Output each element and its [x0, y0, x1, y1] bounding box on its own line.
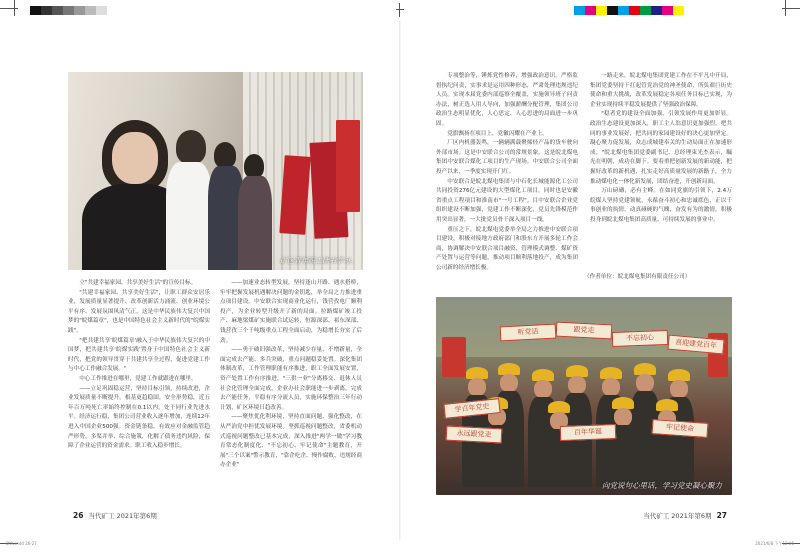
body-paragraph: 专项整治等，锤炼党性修养，增强政治意识。严格监督执纪问责，实事求是运用四种形态，严肃处理违规违纪人员。实现本届党委内部巡察全覆盖，实施领导班子问责办法，树正选人用人导向，加强薪酬分配管理，集团公司政治生态明显优化，人心思定、人心思进的局面进一步巩固。 [436, 73, 578, 127]
body-paragraph: "稳者党的建设全面加强，引领发展作用更加彰显。政治生态建设更加深入，职工主人翁意识更加强烈，把共同的事业发展好，把共同的家园建设好的决心更加坚定。凝心聚力促发展，众志成城建奉关的生动局面正在加速形成。"皖北煤电集团党委副书记、总经理束光杰表示，瞩光在明朝，成功在脚下。要着重把创新发展的新动能，把握好改革的新机遇，扎实走好高质量发展的新路子，全力推动煤电化一体化新发展，团结奋进，开创新局面。 [590, 111, 732, 185]
body-paragraph: 中安联合是皖北煤电集团与中石化长城能源化工公司共同投资276亿元建设的大型煤化工项目，同时也是安徽省重点工程项目和淮南市"一号工程"。目中安联合企业党组织建设不断加强，党建工作不断深化，党员先锋模范作用突出显著，一大批党员骨干深入项目一线。 [436, 178, 578, 223]
body-paragraph: 一路走来，皖北煤电集团党建工作在不平凡中开局，集团党委坚持干扛起管党治党的神圣使命，所负艰巨历史使命和重大挑战，改革发展稳定各项任务目标已实现，为企业实现持续平稳发展提供了坚强政治保障。 [590, 73, 732, 108]
body-paragraph: "共建幸福家园、共享美好生活"，让职工群众安居乐业，发展质量显著提升、改革创新活力涌流、创业环境公平有序、发展氛围风清气正。这是中华民族伟大复兴中国梦的"皖煤篇章"，也是中国特色社会主义新时代的"皖煤实践"。 [68, 289, 210, 334]
slogan-sign: 听党话 [500, 324, 557, 342]
author-affiliation: （作者单位：皖北煤电集团有限责任公司） [584, 274, 691, 280]
miner-face [636, 374, 654, 392]
man-body [166, 162, 212, 270]
slogan-sign: 喜迎建党百年 [667, 335, 724, 355]
print-slug: 2021/6/8 下午12:06 [755, 541, 794, 546]
color-swatch [596, 6, 607, 15]
red-book [336, 120, 360, 212]
color-swatch [585, 6, 596, 15]
issue-label: 2021年第6期 [116, 512, 157, 520]
red-book [279, 155, 310, 235]
issue-label: 2021年第6期 [671, 512, 712, 520]
footer-right [643, 511, 730, 520]
miners-photo [436, 297, 732, 495]
page-number: 26 [73, 511, 84, 520]
color-swatch [85, 6, 96, 15]
body-paragraph: ——立足巩固稳运营，坚持目标引领，持续改进，企业发展质量不断提升，根基更趋稳固。安全形势稳，近五年百万吨死亡率始终控制在0.1以内，处于同行业先进水平。经济运行稳，集团公司营业收入逐年增加，连续12年进入中国企业500强。资金链条稳，有效应对金融监管趋严形势，多渠并举、综合施策，化解了债务违约风险，保障了企业运营的资金需求。职工收入稳步增长。 [68, 385, 210, 450]
miner-face [468, 378, 486, 396]
photo-caption: 矿区青年职工读书学习。 [280, 257, 357, 265]
slogan-sign: 学百年党史 [443, 398, 500, 419]
body-paragraph: 重压之下，皖北煤电党委举全局之力推进中安联合项目建设，积极对接地方政府部门和股东方开展多轮工作会商，协调解决中安联合项目融资、管理模式调整、煤矿资产处置与运营等问题，推动项目顺利落地投产，成为集团公司新的经济增长极。 [436, 226, 578, 271]
man-head [176, 130, 206, 164]
body-paragraph: 中心工作推进在哪里，党建工作就跟进在哪里。 [79, 375, 197, 382]
miner-face [602, 378, 620, 396]
body-paragraph: 万山磅礴，必有主峰。在如同党旗的引领下，2.4万皖煤人坚持党建领航，永葆奋斗初心和忠诚底色，正以千事创业的执情，动真碰硬的气魄，奋发有为的激情，积极投身到皖北煤电集团高质量、可持续发展的事业中。 [590, 188, 732, 223]
body-paragraph: 党旗飘扬在项目上，党徽闪耀在产业上。 [447, 130, 548, 137]
text-column [436, 72, 578, 294]
photo-caption: 向党说句心里话，学习党史凝心聚力 [602, 481, 722, 490]
person-body [238, 176, 272, 270]
color-swatch [662, 6, 673, 15]
miner-face [670, 380, 688, 398]
slogan-sign: 百年华诞 [560, 424, 616, 441]
reading-photo [68, 72, 363, 270]
color-swatch [607, 6, 618, 15]
body-paragraph: "把共建共享'皖煤篇章'融入于中华民族伟大复兴的中国梦，把共建共享'皖煤实践'置身于中国特色社会主义新时代，把党的领导贯穿于共建共享全过程，促进党建工作与中心工作融合发展。" [68, 337, 210, 373]
text-column [68, 279, 210, 505]
text-column [590, 72, 732, 268]
slogan-sign: 牢记使命 [652, 419, 709, 438]
slogan-sign: 永远跟党走 [446, 426, 503, 444]
color-swatch [107, 6, 118, 15]
color-swatch [52, 6, 63, 15]
footer-left [70, 511, 157, 520]
miner-face [500, 374, 518, 392]
magazine-name: 当代矿工 [88, 512, 115, 520]
color-swatch [41, 6, 52, 15]
miner-face [534, 380, 552, 398]
slogan-sign: 跟党走 [556, 322, 613, 340]
color-swatch [74, 6, 85, 15]
color-swatch [651, 6, 662, 15]
slogan-sign: 不忘初心 [612, 330, 668, 347]
red-flag [442, 337, 466, 377]
text-column [220, 279, 362, 505]
magazine-name: 当代矿工 [643, 512, 670, 520]
color-swatch [30, 6, 41, 15]
body-paragraph: 立"共建幸福家园、共享美好生活"的宣传目标。 [79, 280, 197, 286]
crop-mark [785, 0, 786, 16]
color-swatch [629, 6, 640, 15]
crop-mark [0, 8, 18, 9]
color-bar-right [574, 6, 684, 15]
print-slug: DYK.indd 26-27 [6, 541, 37, 546]
crop-mark [14, 0, 15, 16]
registration-mark [399, 3, 400, 17]
color-swatch [63, 6, 74, 15]
color-swatch [96, 6, 107, 15]
body-paragraph: ——聚焦优化利环境，坚持直面问题，强化整改，在从严治党中担优发展环境。坚抓巡视问题整改，省委机动式巡视问题整改已基本完成，深入推进"两学一做"学习教育常态化制度化、"不忘初心、牢记使命"主题教育，开展"三个以案"警示教育，"靠企吃企、慢作腐败、违规经商办企业" [220, 414, 362, 469]
miner-face [568, 376, 586, 394]
page-number: 27 [716, 511, 727, 520]
color-swatch [640, 6, 651, 15]
person-head [244, 154, 264, 178]
miner-face [614, 408, 632, 426]
body-paragraph: ——加速业态转型发展，坚持逢山开路、遇水搭桥，牢牢把握发展机遇解决问题的金钥匙，举全局之力推进重点项目建设。中安联合实现商业化运行，钱营孜电厂顺利投产，为企业转型升级开了新的局面。拉路煤矿竣工投产、麻地梁煤矿实施联合试运转，恒源深部、祁东深部、钱营孜三个千吨级重点工程全面启动，为稳增长夯实了后劲。 [220, 280, 362, 344]
color-swatch [618, 6, 629, 15]
color-bar-left [30, 6, 118, 15]
page-gutter [399, 20, 401, 540]
person-head [214, 142, 236, 168]
woman-face [112, 132, 158, 184]
color-swatch [574, 6, 585, 15]
miner-body [652, 427, 682, 487]
color-swatch [673, 6, 684, 15]
body-paragraph: ——勇于破旧强改革，坚持减少存量、不增新量，全面完成去产能、多兵突破，重点问题稳妥处置。深化集团体制改革，工作管理职能有序推进，职工全面发展安置，资产处置工作有序推进，"三供一业"分离移交、退休人员社会化管理全面完成，企业办社会职能进一步剥离。完成去产能任务，平稳有序分流人员，实施环保整治三年行动计划，矿区环境日趋改善。 [220, 347, 362, 411]
body-paragraph: 厂区内机器轰鸣，一辆辆满载聚烯烃产品的货车驶向外部市场。这是中安联合公司的常规景象。这是皖北煤电集团中安联合煤化工项目的生产现场。中安联合公司全面投产以来，一季度实现开门红。 [436, 140, 578, 175]
registration-mark [396, 9, 404, 10]
